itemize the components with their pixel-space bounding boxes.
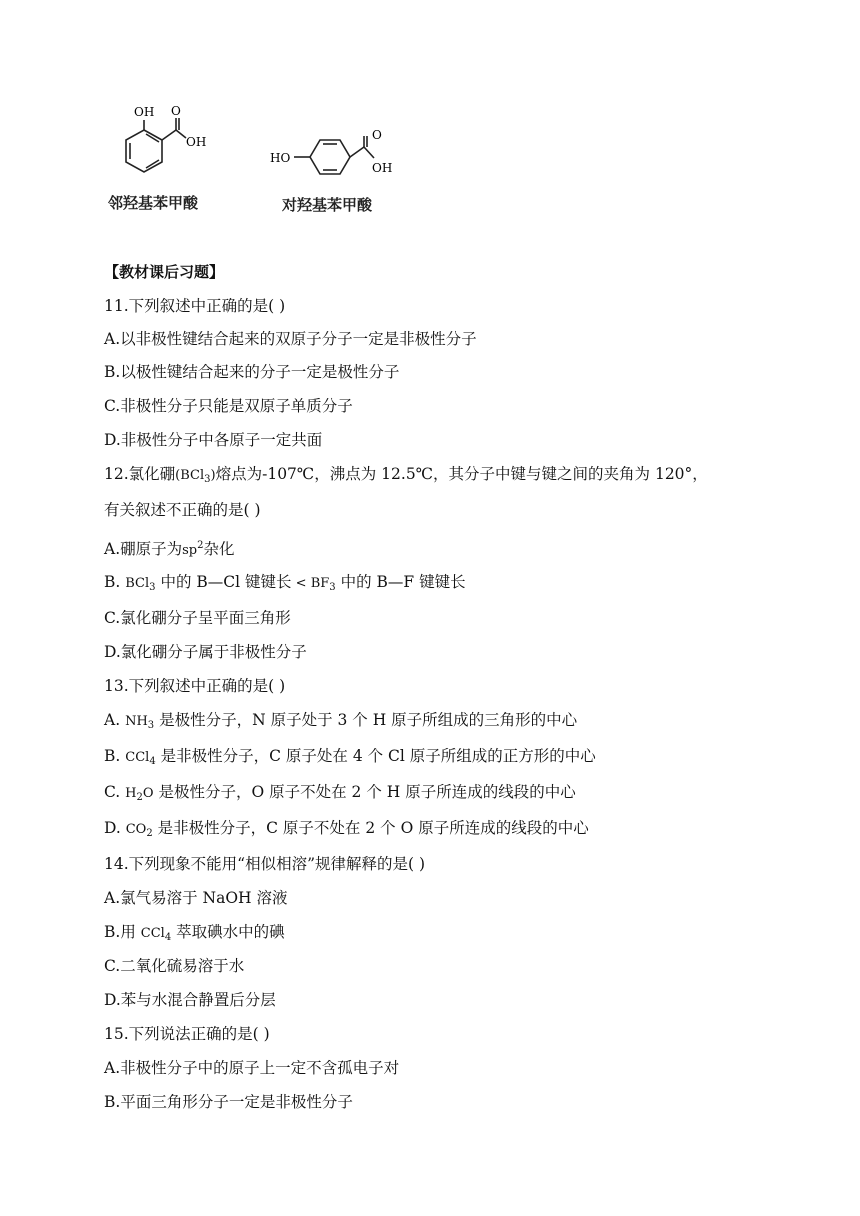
q13-d-rest: 是非极性分子，C 原子不处在 2 个 O 原子所连成的线段的中心 (152, 819, 589, 837)
para-oh-label: OH (372, 161, 393, 175)
q12-a-sp: sp (182, 543, 198, 558)
para-hydroxybenzoic-acid-structure (268, 120, 398, 186)
q13-d-s: 2 (146, 828, 153, 839)
para-structure-drawing (268, 120, 398, 186)
q13-c-f2: O (142, 786, 154, 801)
section-heading: 【教材课后习题】 (104, 263, 225, 281)
q12-b-f2: BF (310, 576, 330, 591)
q13-option-a (104, 710, 577, 736)
q15-option-b: B.平面三角形分子一定是非极性分子 (104, 1093, 353, 1111)
q13-option-c (104, 782, 576, 808)
q14-option-c: C.二氧化硫易溶于水 (104, 957, 245, 975)
q13-a-f: NH (125, 714, 148, 729)
q13-stem: 13.下列叙述中正确的是( ) (104, 677, 286, 695)
q12-formula: BCl (180, 468, 205, 483)
q13-c-rest: 是极性分子，O 原子不处在 2 个 H 原子所连成的线段的中心 (153, 783, 576, 801)
q12-b-s1: 3 (149, 582, 156, 593)
q13-b-f: CCl (125, 750, 150, 765)
q12-b-mid: 中的 B—Cl 键键长 (155, 573, 292, 591)
q14-b-s: 4 (164, 932, 172, 943)
q15-option-a: A.非极性分子中的原子上一定不含孤电子对 (104, 1059, 400, 1077)
q13-d-f: CO (125, 822, 147, 837)
q13-a-rest: 是极性分子，N 原子处于 3 个 H 原子所组成的三角形的中心 (154, 711, 578, 729)
q12-stem-a: 12.氯化硼 (104, 465, 176, 483)
ortho-caption: 邻羟基苯甲酸 (108, 194, 199, 212)
ortho-oh-side-label: OH (186, 135, 207, 149)
q12-b-end: 中的 B—F 键键长 (335, 573, 466, 591)
q13-a-prefix: A. (104, 711, 126, 729)
q12-option-c: C.氯化硼分子呈平面三角形 (104, 609, 291, 627)
q12-option-b (104, 572, 466, 598)
q13-b-s: 4 (149, 756, 156, 767)
q15-stem: 15.下列说法正确的是( ) (104, 1025, 270, 1043)
para-caption: 对羟基苯甲酸 (282, 196, 373, 214)
q12-a-sup: 2 (197, 540, 204, 551)
q13-option-b (104, 746, 596, 772)
q14-option-d: D.苯与水混合静置后分层 (104, 991, 276, 1009)
q14-option-a: A.氯气易溶于 NaOH 溶液 (104, 889, 288, 907)
q12-stem-line1 (104, 464, 708, 490)
q11-option-c: C.非极性分子只能是双原子单质分子 (104, 397, 353, 415)
q11-option-d: D.非极性分子中各原子一定共面 (104, 431, 323, 449)
q14-option-b (104, 922, 285, 948)
q13-b-prefix: B. (104, 747, 126, 765)
q12-option-a (104, 536, 235, 561)
q12-stem-b: 熔点为-107℃，沸点为 12.5℃，其分子中键与键之间的夹角为 120°， (215, 465, 708, 483)
q11-stem: 11.下列叙述中正确的是( ) (104, 297, 286, 315)
q13-d-prefix: D. (104, 819, 126, 837)
q12-a-text: A.硼原子为 (104, 540, 183, 558)
q11-option-a: A.以非极性键结合起来的双原子分子一定是非极性分子 (104, 330, 477, 348)
q12-a-rest: 杂化 (203, 540, 235, 558)
q12-stem-line2: 有关叙述不正确的是( ) (104, 501, 261, 519)
q13-c-s: 2 (136, 792, 143, 803)
q11-option-b: B.以极性键结合起来的分子一定是极性分子 (104, 363, 400, 381)
q12-paren-close: ) (210, 468, 216, 483)
q12-b-prefix: B. (104, 573, 126, 591)
q14-b-prefix: B.用 (104, 923, 141, 941)
q12-b-f1: BCl (125, 576, 150, 591)
q12-b-s2: 3 (329, 582, 336, 593)
q13-a-s: 3 (147, 720, 155, 731)
ortho-oh-top-label: OH (134, 105, 155, 119)
q12-option-d: D.氯化硼分子属于非极性分子 (104, 643, 307, 661)
ortho-o-label: O (171, 104, 181, 118)
q12-formula-sub: 3 (204, 474, 211, 485)
q13-b-rest: 是非极性分子，C 原子处在 4 个 Cl 原子所组成的正方形的中心 (155, 747, 596, 765)
ortho-structure-drawing (110, 100, 220, 186)
para-o-label: O (372, 128, 382, 142)
q13-option-d (104, 818, 589, 844)
ortho-hydroxybenzoic-acid-structure (110, 100, 220, 186)
q12-paren-open: ( (175, 468, 181, 483)
q13-c-prefix: C. (104, 783, 126, 801)
para-ho-label: HO (270, 151, 291, 165)
q14-stem: 14.下列现象不能用“相似相溶”规律解释的是( ) (104, 855, 426, 873)
q13-c-f1: H (125, 786, 137, 801)
q14-b-rest: 萃取碘水中的碘 (171, 923, 285, 941)
q12-b-lt: < (291, 576, 311, 591)
q14-b-f: CCl (140, 926, 165, 941)
